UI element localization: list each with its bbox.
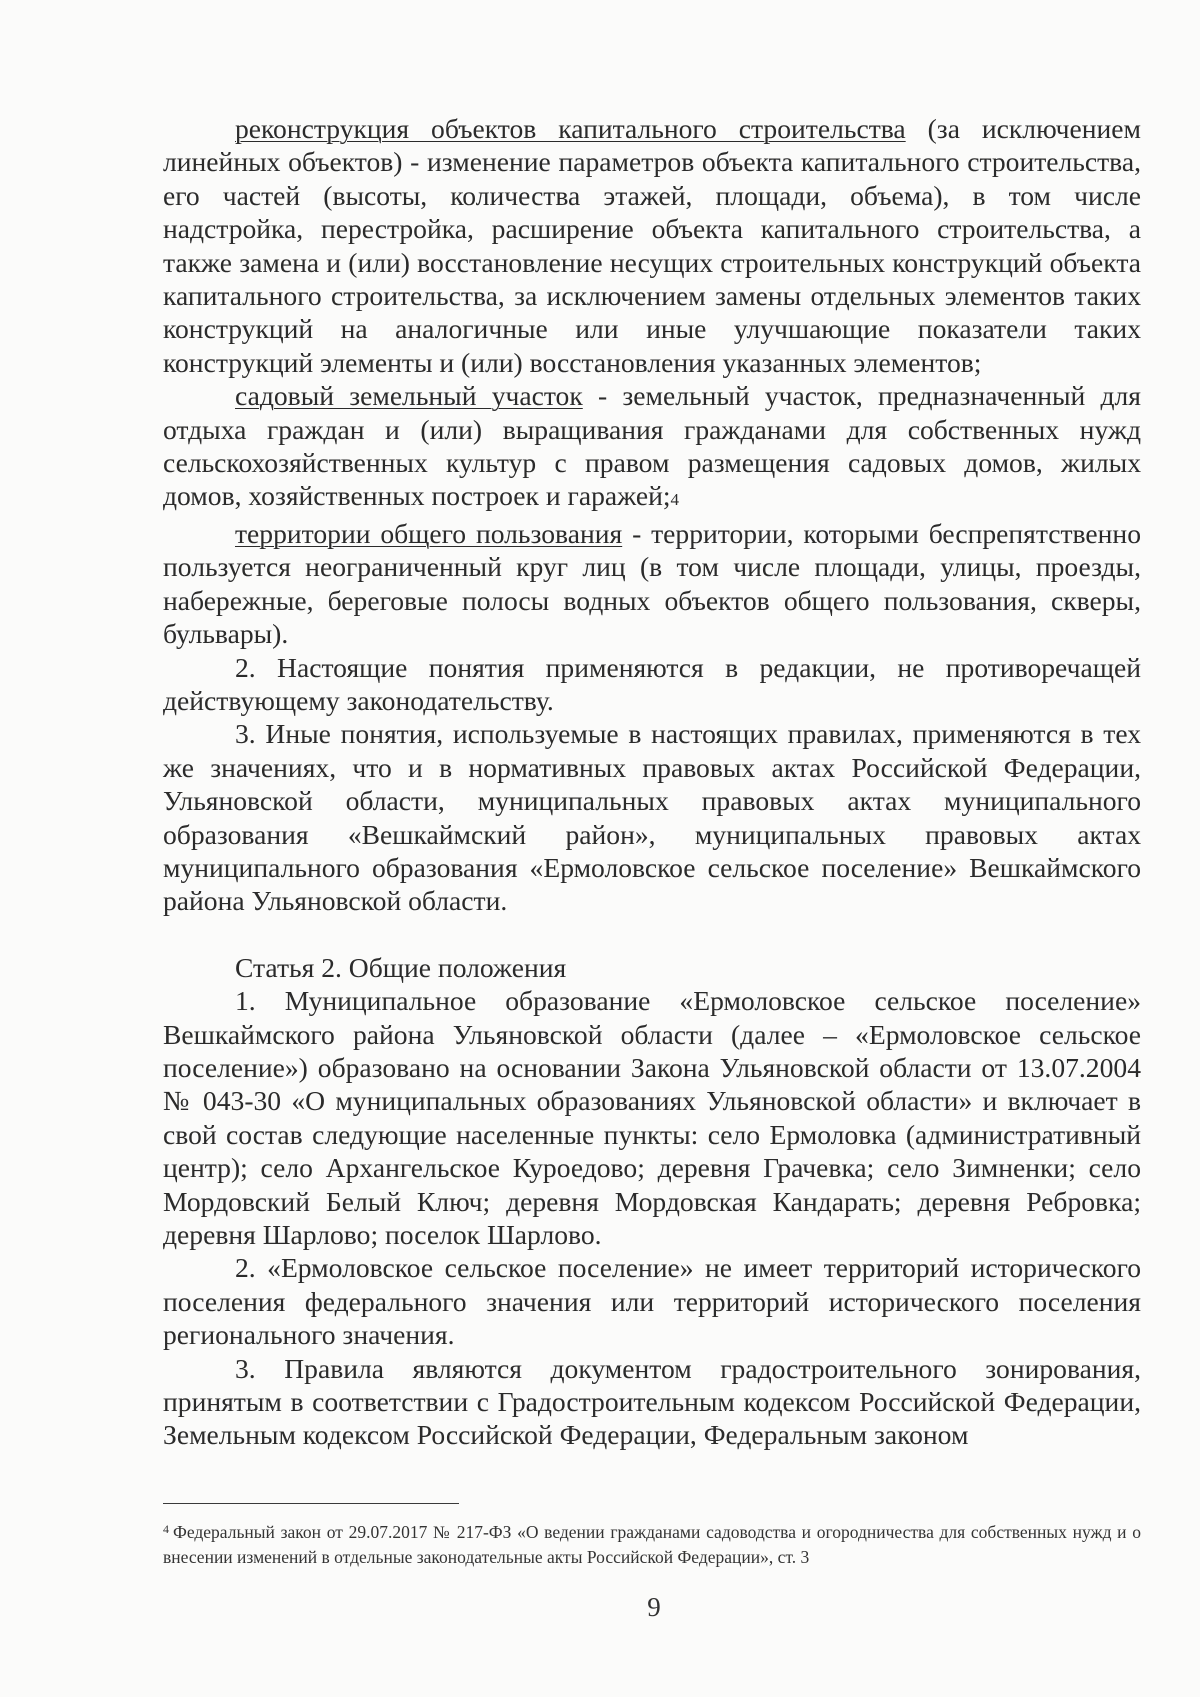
article-heading: Статья 2. Общие положения bbox=[235, 951, 567, 983]
definition-public-territories bbox=[163, 517, 1141, 651]
definition-text: (за исключением линейных объектов) - изменение параметров объекта капитального строительства, его частей (высоты, количества этажей, площади, объема), в том числе надстройка, перестройка, расширение объекта капитального строительства, а также замена и (или) восстановление несущих строительных конструкций объекта капитального строительства, за исключением замены отдельных элементов таких конструкций на аналогичные или иные улучшающие показатели таких конструкций элементы и (или) восстановления указанных элементов; bbox=[163, 113, 1141, 378]
blank-line bbox=[163, 918, 1141, 951]
term-garden-plot: садовый земельный участок bbox=[235, 380, 583, 412]
document-body bbox=[163, 112, 1141, 1452]
definition-text: - земельный участок, предназначенный для отдыха граждан и (или) выращивания гражданами для собственных нужд сельскохозяйственных культур с правом размещения садовых домов, жилых домов, хозяйственных построек и гаражей; bbox=[163, 380, 1141, 512]
term-public-territories: территории общего пользования bbox=[235, 517, 623, 549]
definition-text: - территории, которыми беспрепятственно пользуется неограниченный круг лиц (в том числе площади, улицы, проезды, набережные, береговые полосы водных объектов общего пользования, скверы, бульвары). bbox=[163, 517, 1141, 650]
paragraph-clause-3: 3. Иные понятия, используемые в настоящих правилах, применяются в тех же значениях, что и в нормативных правовых актах Российской Федерации, Ульяновской области, муниципальных правовых актах муниципального образования «Вешкаймский район», муниципальных правовых актах муниципального образования «Ермоловское сельское поселение» Вешкаймского района Ульяновской области. bbox=[163, 718, 1141, 917]
term-reconstruction: реконструкция объектов капитального строительства bbox=[235, 113, 906, 144]
paragraph-article2-clause-2: 2. «Ермоловское сельское поселение» не имеет территорий исторического поселения федерального значения или территорий исторического поселения регионального значения. bbox=[163, 1252, 1141, 1351]
footnote bbox=[163, 1517, 1141, 1570]
paragraph-article2-clause-1: 1. Муниципальное образование «Ермоловское сельское поселение» Вешкаймского района Ульяновской области (далее – «Ермоловское сельское поселение») образовано на основании Закона Ульяновской области от 13.07.2004 № 043-30 «О муниципальных образованиях Ульяновской области» и включает в свой состав следующие населенные пункты: село Ермоловка (административный центр); село Архангельское Куроедово; деревня Грачевка; село Зимненки; село Мордовский Белый Ключ; деревня Мордовская Кандарать; деревня Ребровка; деревня Шарлово; поселок Шарлово. bbox=[163, 985, 1141, 1250]
definition-reconstruction bbox=[163, 112, 1141, 379]
footnote-marker: 4 bbox=[163, 1522, 169, 1536]
definition-garden-plot bbox=[163, 379, 1141, 517]
footnote-separator bbox=[163, 1503, 459, 1504]
page-number: 9 bbox=[647, 1592, 661, 1622]
paragraph-article2-clause-3: 3. Правила являются документом градостроительного зонирования, принятым в соответствии с Градостроительным кодексом Российской Федерации, Земельным кодексом Российской Федерации, Федеральным законом bbox=[163, 1352, 1141, 1451]
paragraph-clause-2: 2. Настоящие понятия применяются в редакции, не противоречащей действующему законодательству. bbox=[163, 651, 1141, 716]
footnote-reference: 4 bbox=[670, 490, 680, 510]
footnote-text: Федеральный закон от 29.07.2017 № 217-ФЗ «О ведении гражданами садоводства и огородничества для собственных нужд и о внесении изменений в отдельные законодательные акты Российской Федерации», ст. 3 bbox=[163, 1522, 1141, 1567]
